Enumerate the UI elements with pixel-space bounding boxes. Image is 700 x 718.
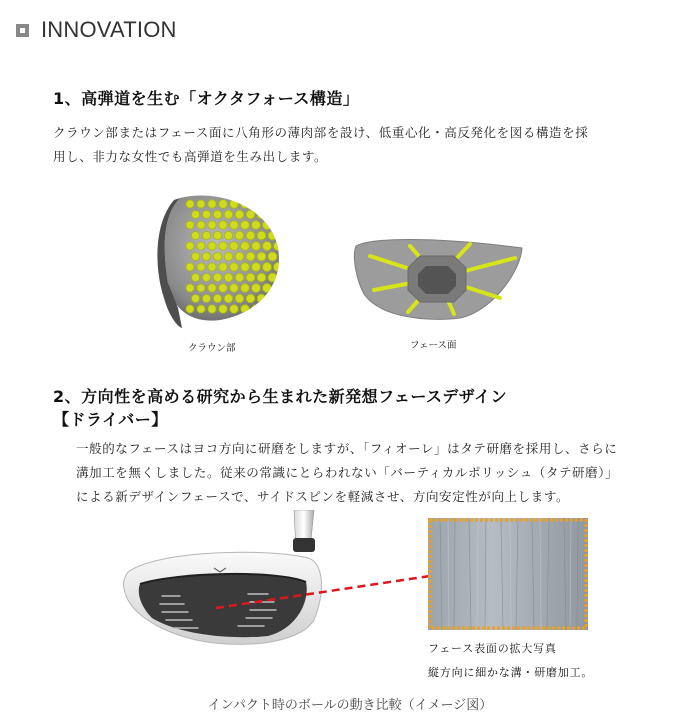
crown-octagon-cell — [186, 263, 194, 271]
header-title: INNOVATION — [41, 17, 177, 42]
crown-octagon-cell — [192, 232, 200, 240]
crown-octagon-cell — [246, 294, 254, 302]
crown-octagon-cell — [197, 221, 205, 229]
crown-octagon-cell — [279, 231, 285, 240]
crown-octagon-cell — [192, 274, 200, 282]
crown-octagon-cell — [224, 231, 232, 239]
crown-octagon-cell — [197, 263, 205, 271]
crown-octagon-cell — [268, 231, 277, 240]
crown-octagon-cell — [208, 284, 216, 292]
crown-octagon-cell — [241, 200, 249, 208]
crown-octagon-cell — [252, 305, 260, 313]
crown-octagon-cell — [192, 211, 200, 219]
crown-octagon-cell — [186, 284, 194, 292]
crown-octagon-cell — [235, 210, 243, 218]
crown-octagon-cell — [219, 284, 227, 292]
crown-octagon-cell — [241, 242, 249, 250]
section2-heading: 2、方向性を高める研究から生まれた新発想フェースデザイン — [53, 387, 508, 406]
crown-octagon-cell — [252, 200, 260, 208]
crown-octagon-cell — [274, 263, 283, 272]
crown-octagon-cell — [268, 273, 277, 282]
pointer-line — [210, 564, 460, 614]
section2-body-line2: 溝加工を無くしました。従来の常識にとらわれない「バーティカルポリッシュ（タテ研磨）」 — [76, 465, 619, 480]
crown-octagon-cell — [268, 294, 277, 303]
crown-octagon-cell — [219, 242, 227, 250]
crown-octagon-cell — [219, 263, 227, 271]
crown-octagon-cell — [235, 252, 243, 260]
crown-octagon-cell — [192, 253, 200, 261]
crown-octagon-cell — [192, 295, 200, 303]
crown-octagon-cell — [214, 274, 222, 282]
crown-octagon-cell — [263, 221, 272, 230]
crown-illustration — [150, 188, 285, 330]
crown-octagon-cell — [230, 221, 238, 229]
crown-octagon-cell — [230, 305, 238, 313]
header-square-icon — [16, 24, 29, 37]
section2-body-line3: による新デザインフェースで、サイドスピンを軽減させ、方向安定性が向上します。 — [76, 489, 570, 504]
crown-octagon-cell — [186, 221, 194, 229]
section1-body-line1: クラウン部またはフェース面に八角形の薄肉部を設け、低重心化・高反発化を図る構造を採 — [53, 125, 589, 140]
photo-caption-1: フェース表面の拡大写真 — [428, 642, 557, 655]
crown-octagon-cell — [235, 231, 243, 239]
crown-octagon-cell — [208, 242, 216, 250]
section-header — [16, 15, 177, 45]
crown-octagon-cell — [219, 305, 227, 313]
crown-octagon-cell — [214, 253, 222, 261]
crown-octagon-cell — [230, 242, 238, 250]
face-illustration — [350, 234, 525, 324]
footer-caption: インパクト時のボールの動き比較（イメージ図） — [207, 698, 493, 713]
crown-octagon-cell — [230, 200, 238, 208]
face-closeup-photo — [428, 518, 588, 630]
crown-octagon-cell — [230, 263, 238, 271]
crown-octagon-cell — [214, 211, 222, 219]
crown-octagon-cell — [235, 294, 243, 302]
crown-octagon-cell — [279, 294, 285, 303]
photo-caption-2: 縦方向に細かな溝・研磨加工。 — [428, 666, 594, 679]
crown-octagon-cell — [241, 263, 249, 271]
crown-octagon-cell — [257, 294, 265, 302]
crown-octagon-cell — [197, 305, 205, 313]
crown-octagon-cell — [235, 273, 243, 281]
crown-octagon-cell — [274, 221, 283, 230]
crown-octagon-cell — [197, 242, 205, 250]
crown-octagon-cell — [257, 273, 265, 281]
crown-octagon-cell — [279, 210, 285, 219]
crown-octagon-cell — [279, 252, 285, 261]
crown-octagon-cell — [230, 284, 238, 292]
crown-octagon-cell — [274, 242, 283, 251]
crown-octagon-cell — [208, 305, 216, 313]
crown-octagon-cell — [274, 200, 283, 209]
crown-octagon-cell — [279, 273, 285, 282]
crown-octagon-cell — [257, 210, 265, 218]
crown-octagon-cell — [246, 273, 254, 281]
crown-octagon-cell — [208, 200, 216, 208]
crown-octagon-cell — [224, 252, 232, 260]
crown-octagon-cell — [268, 210, 277, 219]
crown-octagon-cell — [219, 200, 227, 208]
crown-octagon-cell — [203, 232, 211, 240]
crown-octagon-cell — [241, 284, 249, 292]
section1-heading: 1、高弾道を生む「オクタフォース構造」 — [53, 89, 360, 108]
crown-octagon-cell — [246, 231, 254, 239]
caption-crown: クラウン部 — [188, 343, 236, 354]
crown-octagon-cell — [203, 295, 211, 303]
crown-octagon-cell — [241, 305, 249, 313]
crown-octagon-cell — [208, 221, 216, 229]
crown-octagon-cell — [214, 295, 222, 303]
crown-octagon-cell — [252, 242, 260, 250]
crown-octagon-cell — [274, 305, 283, 314]
crown-octagon-cell — [241, 221, 249, 229]
crown-octagon-cell — [252, 263, 260, 271]
crown-octagon-cell — [252, 221, 260, 229]
crown-octagon-cell — [197, 284, 205, 292]
crown-octagon-cell — [263, 263, 272, 272]
crown-octagon-cell — [219, 221, 227, 229]
crown-octagon-cell — [263, 200, 272, 209]
caption-face: フェース面 — [410, 340, 457, 351]
crown-octagon-cell — [203, 253, 211, 261]
crown-octagon-cell — [186, 242, 194, 250]
crown-octagon-cell — [246, 252, 254, 260]
section1-body-line2: 用し、非力な女性でも高弾道を生み出します。 — [53, 149, 328, 164]
crown-octagon-cell — [208, 263, 216, 271]
crown-octagon-cell — [268, 252, 277, 261]
crown-octagon-cell — [224, 273, 232, 281]
section2-subheading: 【ドライバー】 — [53, 410, 168, 429]
crown-octagon-cell — [274, 284, 283, 293]
crown-octagon-cell — [203, 211, 211, 219]
crown-octagon-cell — [186, 200, 194, 208]
crown-octagon-cell — [263, 305, 272, 314]
crown-octagon-cell — [197, 200, 205, 208]
crown-octagon-cell — [252, 284, 260, 292]
crown-octagon-cell — [257, 231, 265, 239]
crown-octagon-cell — [263, 284, 272, 293]
crown-octagon-cell — [263, 242, 272, 251]
crown-octagon-cell — [246, 210, 254, 218]
crown-octagon-cell — [224, 294, 232, 302]
crown-octagon-cell — [203, 274, 211, 282]
crown-octagon-cell — [214, 232, 222, 240]
crown-octagon-cell — [186, 305, 194, 313]
section2-body-line1: 一般的なフェースはヨコ方向に研磨をしますが、「フィオーレ」はタテ研磨を採用し、さらに — [76, 441, 618, 456]
crown-octagon-cell — [257, 252, 265, 260]
crown-octagon-cell — [224, 210, 232, 218]
